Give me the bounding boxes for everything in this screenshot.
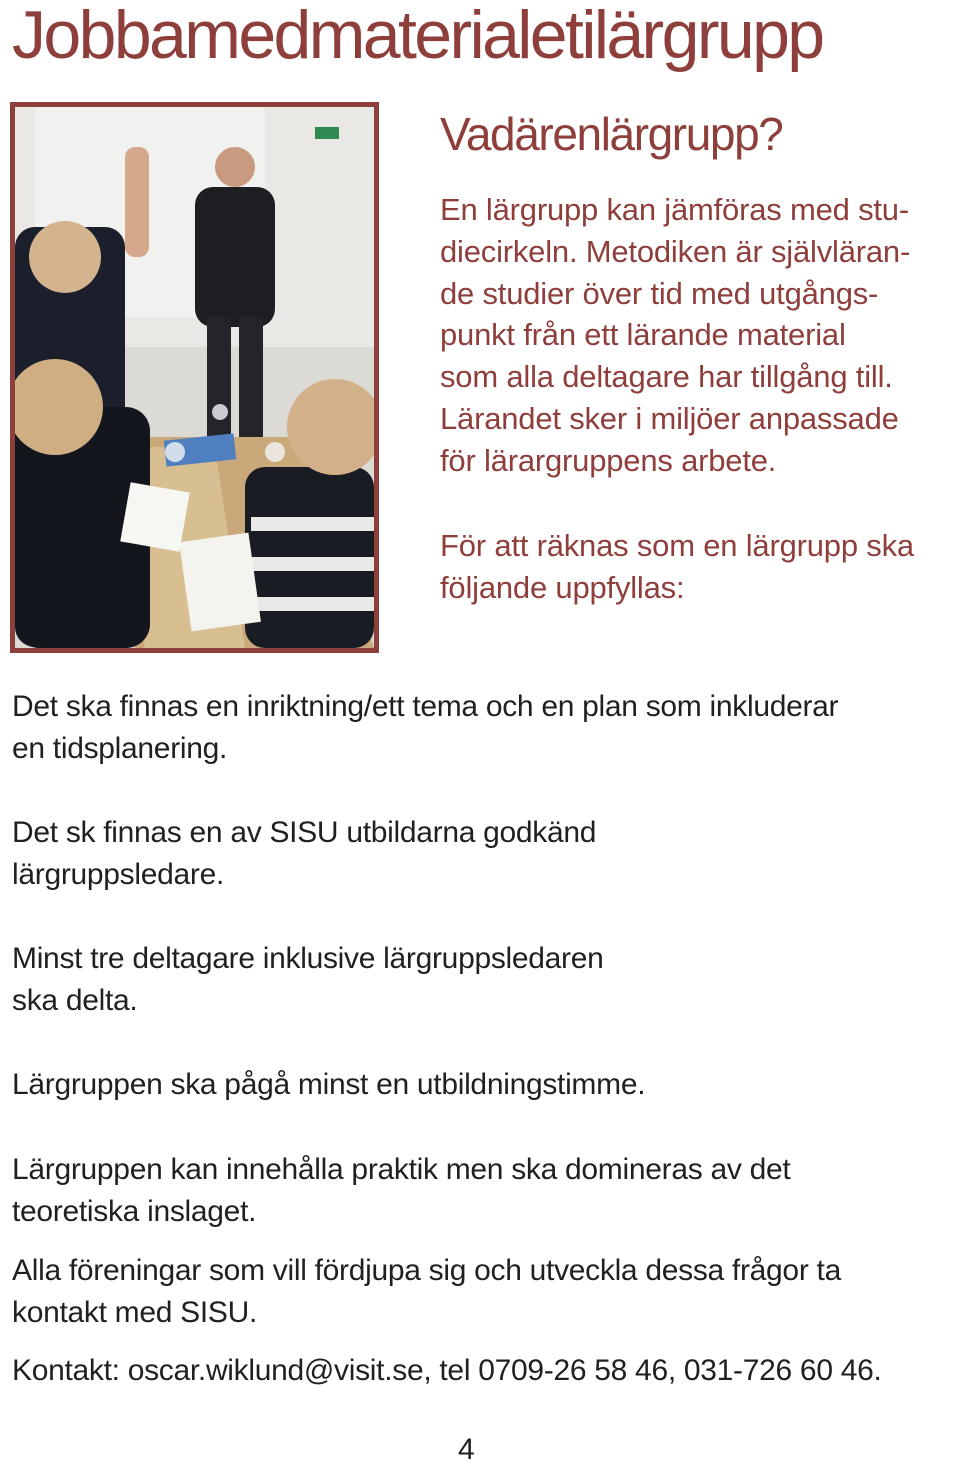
requirement-line: Lärgruppen kan innehålla praktik men ska domineras av det <box>12 1153 791 1186</box>
closing-line: kontakt med SISU. <box>12 1296 258 1329</box>
requirement-item <box>12 686 838 770</box>
meeting-photo <box>10 102 379 653</box>
requirement-line: Minst tre deltagare inklusive lärgruppsledaren <box>12 942 604 975</box>
requirement-lead-line: följande uppfyllas: <box>440 569 685 605</box>
intro-line: diecirkeln. Metodiken är självläran- <box>440 233 911 269</box>
requirement-line: lärgruppsledare. <box>12 858 224 891</box>
requirement-line: ska delta. <box>12 984 138 1017</box>
section-heading: Vadärenlärgrupp? <box>440 108 783 160</box>
requirement-line: Det sk finnas en av SISU utbildarna godkänd <box>12 816 597 849</box>
requirement-line: en tidsplanering. <box>12 732 228 765</box>
intro-paragraph <box>440 189 950 482</box>
intro-line: Lärandet sker i miljöer anpassade <box>440 400 899 436</box>
requirement-item <box>12 938 604 1022</box>
requirement-line: Lärgruppen ska pågå minst en utbildningstimme. <box>12 1068 646 1101</box>
closing-paragraph <box>12 1250 841 1334</box>
requirement-line: teoretiska inslaget. <box>12 1195 257 1228</box>
contact-line: Kontakt: oscar.wiklund@visit.se, tel 0709-26 58 46, 031-726 60 46. <box>12 1354 882 1387</box>
page-number: 4 <box>458 1433 475 1466</box>
page-title: Jobbamedmaterialetilärgrupp <box>12 0 823 73</box>
requirement-item <box>12 1149 790 1233</box>
intro-line: som alla deltagare har tillgång till. <box>440 359 893 395</box>
requirement-item <box>12 1064 645 1106</box>
requirement-lead-line: För att räknas som en lärgrupp ska <box>440 528 914 563</box>
meeting-photo-illustration <box>15 107 374 648</box>
intro-line: En lärgrupp kan jämföras med stu- <box>440 192 909 227</box>
requirement-lead <box>440 525 950 609</box>
requirement-item <box>12 812 596 896</box>
intro-line: de studier över tid med utgångs- <box>440 275 879 311</box>
intro-line: punkt från ett lärande material <box>440 317 846 353</box>
intro-line: för lärargruppens arbete. <box>440 442 777 478</box>
requirement-line: Det ska finnas en inriktning/ett tema och en plan som inkluderar <box>12 690 839 723</box>
closing-line: Alla föreningar som vill fördjupa sig och utveckla dessa frågor ta <box>12 1254 841 1287</box>
